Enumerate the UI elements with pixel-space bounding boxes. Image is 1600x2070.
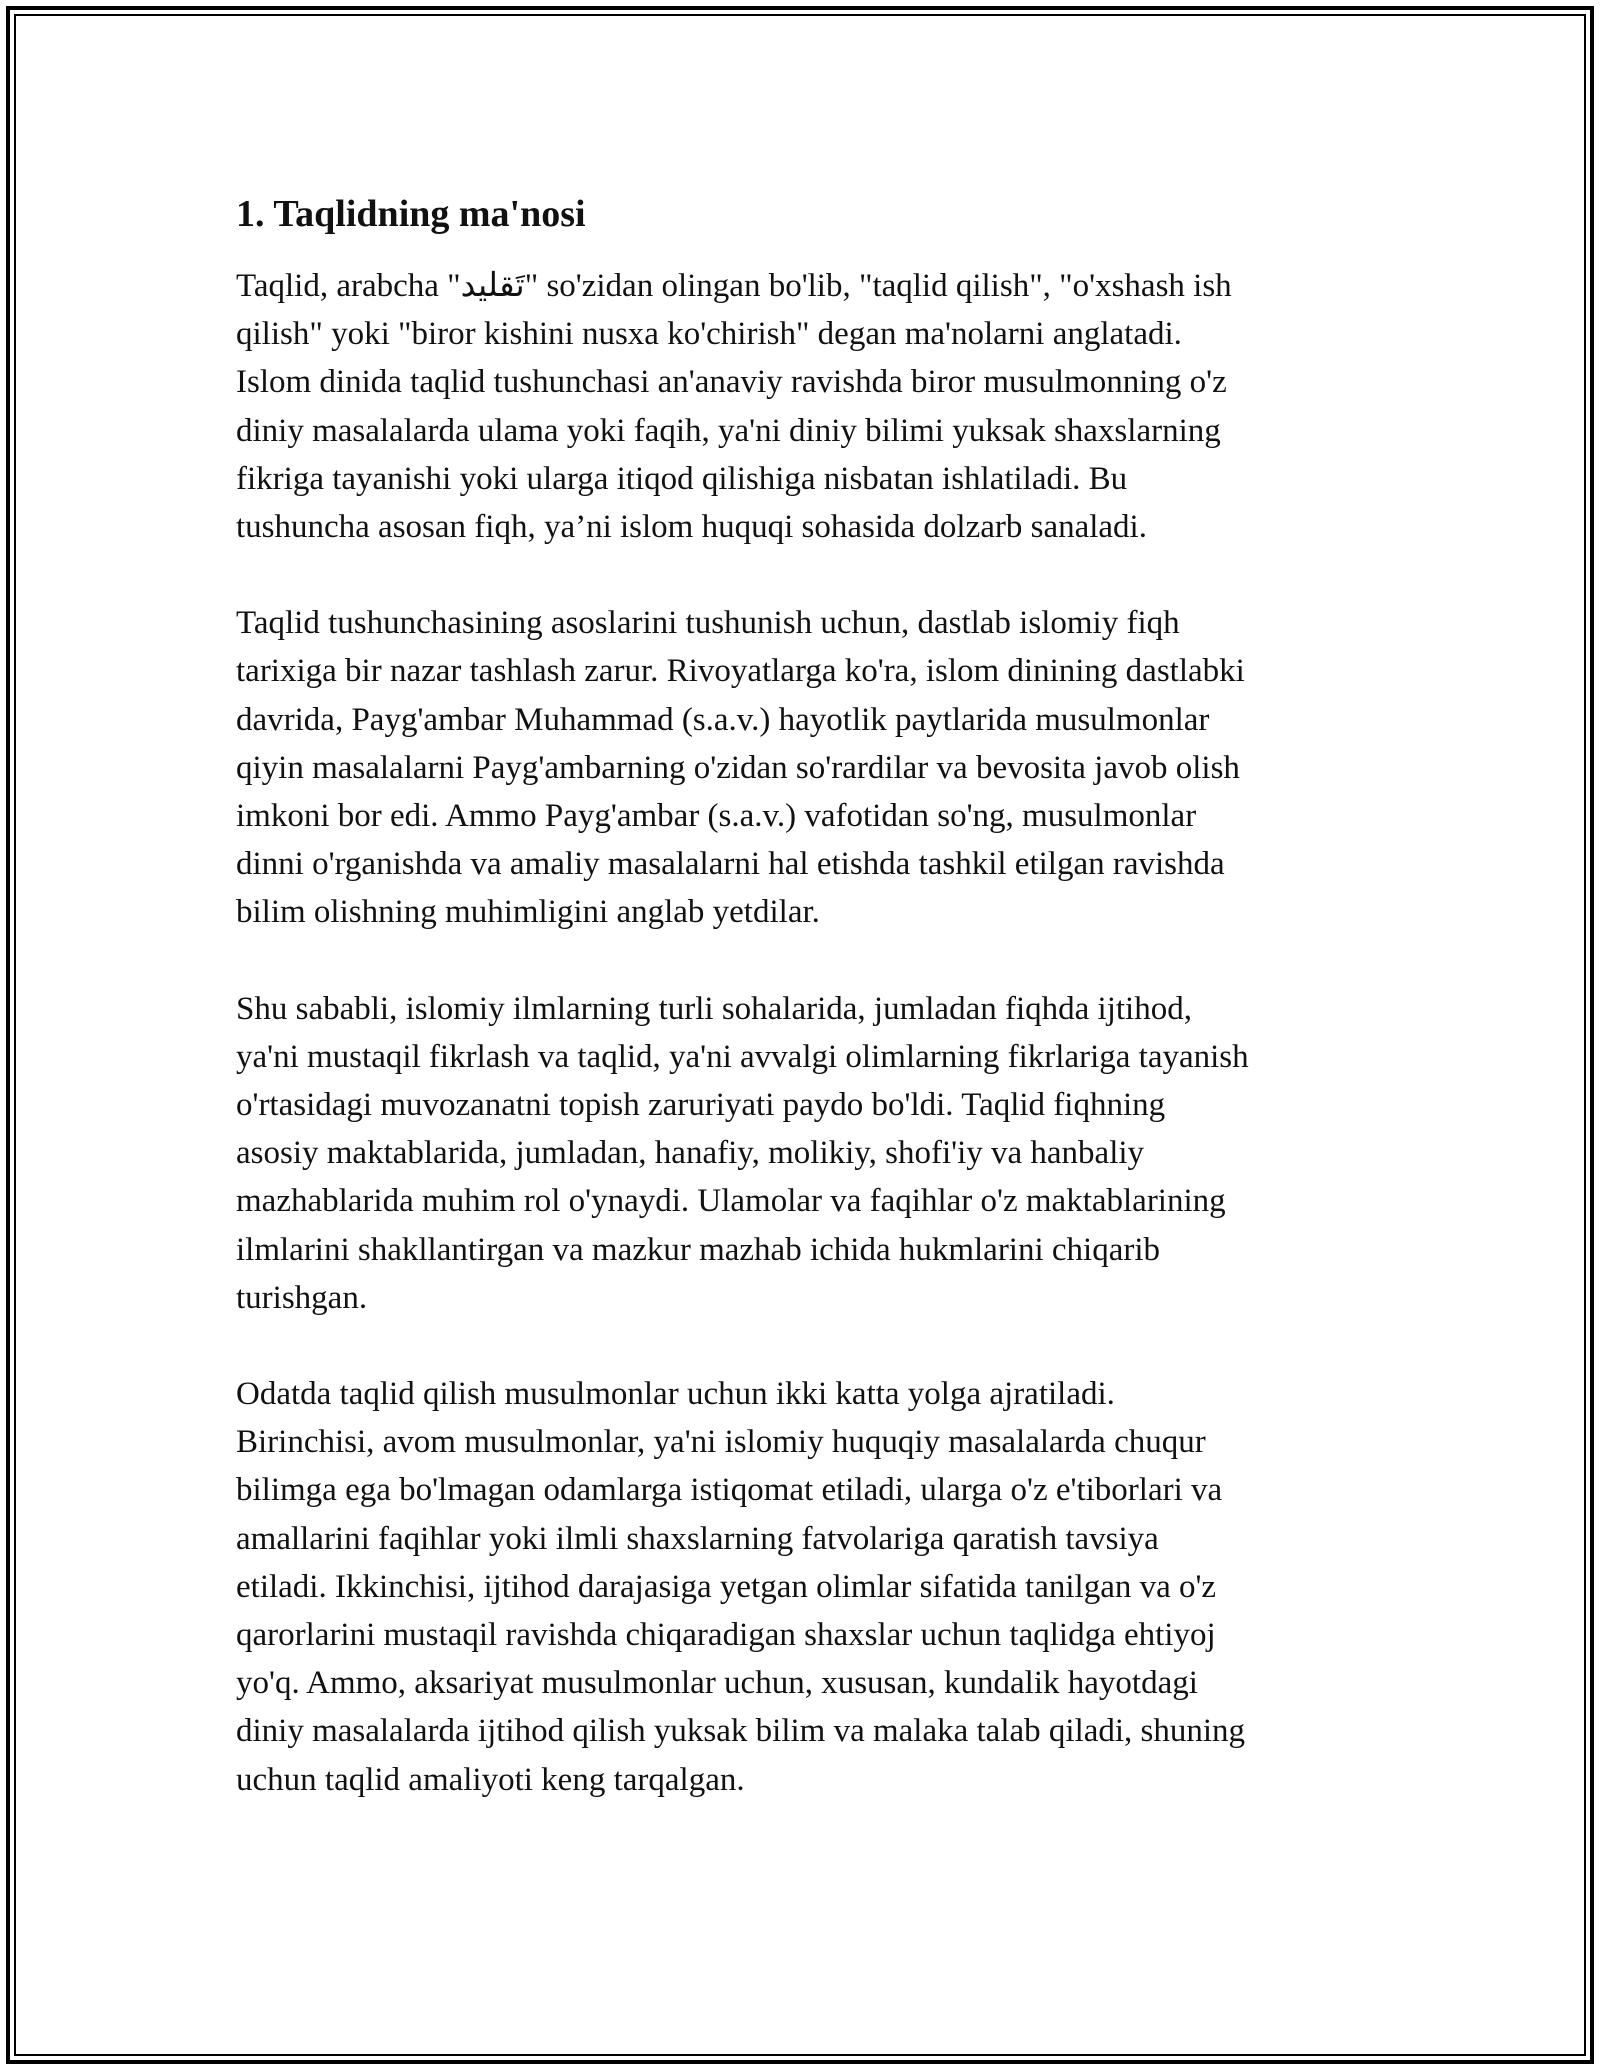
paragraph-line: Shu sababli, islomiy ilmlarning turli sohalarida, jumladan fiqhda ijtihod, bbox=[236, 990, 1192, 1027]
paragraph-line: qiyin masalalarni Payg'ambarning o'zidan so'rardilar va bevosita javob olish bbox=[236, 749, 1240, 786]
paragraph-line: qarorlarini mustaqil ravishda chiqaradigan shaxslar uchun taqlidga ehtiyoj bbox=[236, 1617, 1216, 1654]
paragraph-line: diniy masalalarda ulama yoki faqih, ya'ni diniy bilimi yuksak shaxslarning bbox=[236, 412, 1221, 449]
paragraph-line: tarixiga bir nazar tashlash zarur. Rivoyatlarga ko'ra, islom dinining dastlabki bbox=[236, 653, 1245, 690]
paragraph-line: Taqlid tushunchasining asoslarini tushunish uchun, dastlab islomiy fiqh bbox=[236, 605, 1180, 642]
paragraph-4 bbox=[236, 1370, 1366, 1804]
paragraph-line: dinni o'rganishda va amaliy masalalarni hal etishda tashkil etilgan ravishda bbox=[236, 846, 1225, 883]
paragraph-line: amallarini faqihlar yoki ilmli shaxslarning fatvolariga qaratish tavsiya bbox=[236, 1520, 1159, 1557]
paragraph-line: o'rtasidagi muvozanatni topish zaruriyati paydo bo'ldi. Taqlid fiqhning bbox=[236, 1087, 1166, 1124]
paragraph-line: qilish" yoki "biror kishini nusxa ko'chirish" degan ma'nolarni anglatadi. bbox=[236, 316, 1182, 353]
paragraph-line: Birinchisi, avom musulmonlar, ya'ni islomiy huquqiy masalalarda chuqur bbox=[236, 1424, 1206, 1461]
paragraph-line: mazhablarida muhim rol o'ynaydi. Ulamolar va faqihlar o'z maktablarining bbox=[236, 1183, 1226, 1220]
paragraph-line: uchun taqlid amaliyoti keng tarqalgan. bbox=[236, 1761, 745, 1798]
paragraph-2 bbox=[236, 599, 1366, 936]
paragraph-line: imkoni bor edi. Ammo Payg'ambar (s.a.v.) vafotidan so'ng, musulmonlar bbox=[236, 798, 1197, 835]
paragraph-line: yo'q. Ammo, aksariyat musulmonlar uchun, xususan, kundalik hayotdagi bbox=[236, 1665, 1198, 1702]
paragraph-3 bbox=[236, 985, 1366, 1322]
section-heading: 1. Taqlidning ma'nosi bbox=[236, 193, 586, 235]
paragraph-line: tushuncha asosan fiqh, ya’ni islom huquqi sohasida dolzarb sanaladi. bbox=[236, 509, 1147, 546]
paragraph-line: Odatda taqlid qilish musulmonlar uchun ikki katta yolga ajratiladi. bbox=[236, 1376, 1115, 1413]
paragraph-line: Taqlid, arabcha "تَقليد" so'zidan olingan bo'lib, "taqlid qilish", "o'xshash ish bbox=[236, 268, 1232, 304]
paragraph-line: bilimga ega bo'lmagan odamlarga istiqomat etiladi, ularga o'z e'tiborlari va bbox=[236, 1472, 1223, 1509]
document-body bbox=[236, 186, 1366, 1852]
paragraph-line: asosiy maktablarida, jumladan, hanafiy, molikiy, shofi'iy va hanbaliy bbox=[236, 1135, 1145, 1172]
paragraph-line: bilim olishning muhimligini anglab yetdilar. bbox=[236, 894, 820, 931]
paragraph-1 bbox=[236, 262, 1366, 551]
paragraph-line: fikriga tayanishi yoki ularga itiqod qilishiga nisbatan ishlatiladi. Bu bbox=[236, 460, 1128, 497]
paragraph-line: etiladi. Ikkinchisi, ijtihod darajasiga yetgan olimlar sifatida tanilgan va o'z bbox=[236, 1568, 1217, 1605]
paragraph-line: davrida, Payg'ambar Muhammad (s.a.v.) hayotlik paytlarida musulmonlar bbox=[236, 701, 1210, 738]
paragraph-line: diniy masalalarda ijtihod qilish yuksak bilim va malaka talab qiladi, shuning bbox=[236, 1713, 1246, 1750]
paragraph-line: turishgan. bbox=[236, 1279, 368, 1316]
paragraph-line: ya'ni mustaqil fikrlash va taqlid, ya'ni avvalgi olimlarning fikrlariga tayanish bbox=[236, 1038, 1249, 1075]
paragraph-line: Islom dinida taqlid tushunchasi an'anaviy ravishda biror musulmonning o'z bbox=[236, 364, 1227, 401]
paragraph-line: ilmlarini shakllantirgan va mazkur mazhab ichida hukmlarini chiqarib bbox=[236, 1231, 1161, 1268]
